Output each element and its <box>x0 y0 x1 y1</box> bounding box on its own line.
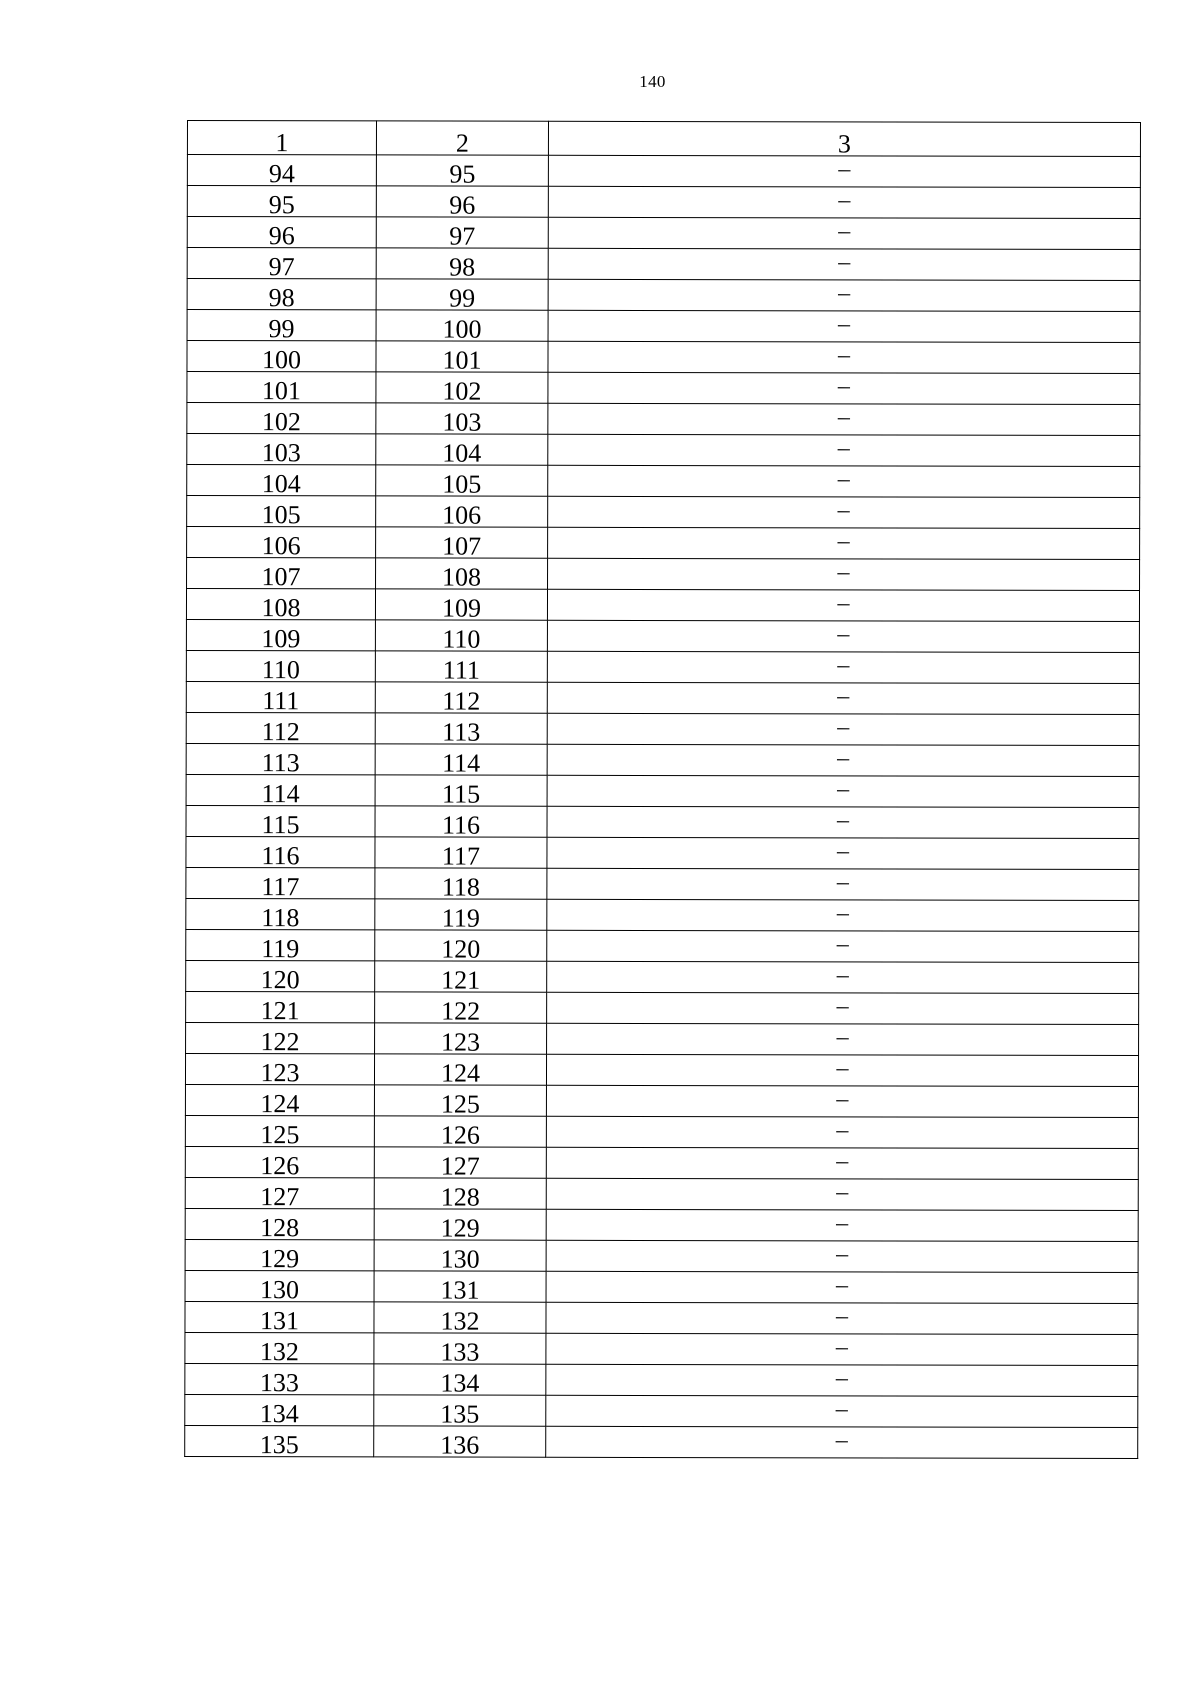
data-table <box>184 120 1141 1459</box>
table-cell-col-1: 117 <box>186 867 375 898</box>
table-cell-col-2: 121 <box>375 961 547 992</box>
table-cell-col-1: 119 <box>186 929 375 960</box>
table-cell-col-3: – <box>548 341 1140 373</box>
table-row <box>186 619 1139 652</box>
table-row <box>185 1425 1138 1458</box>
table-row <box>185 1301 1138 1334</box>
table-cell-col-3: – <box>547 930 1139 962</box>
table-cell-col-1: 130 <box>185 1270 374 1301</box>
table-row <box>185 1115 1138 1148</box>
table-cell-col-3: – <box>547 620 1139 652</box>
table-cell-col-2: 95 <box>376 155 548 186</box>
table-cell-col-1: 95 <box>187 186 376 217</box>
table-cell-col-3: – <box>547 713 1139 745</box>
table-cell-col-3: – <box>547 682 1139 714</box>
table-cell-col-2: 128 <box>374 1178 546 1209</box>
table-cell-col-2: 108 <box>376 558 548 589</box>
table-row <box>185 1208 1138 1241</box>
table-cell-col-3: – <box>547 744 1139 776</box>
table-cell-col-3: – <box>547 1023 1139 1055</box>
table-cell-col-2: 105 <box>376 465 548 496</box>
table-row <box>185 1332 1138 1365</box>
table-header-row <box>187 121 1140 157</box>
table-cell-col-3: – <box>546 1271 1138 1303</box>
table-row <box>186 1022 1139 1055</box>
table-row <box>187 372 1140 405</box>
table-cell-col-1: 133 <box>185 1363 374 1394</box>
header-cell-col-1: 1 <box>187 121 376 155</box>
table-cell-col-2: 100 <box>376 310 548 341</box>
table-row <box>185 1177 1138 1210</box>
table-row <box>187 496 1140 529</box>
table-cell-col-2: 101 <box>376 341 548 372</box>
table-cell-col-3: – <box>547 589 1139 621</box>
table-cell-col-2: 112 <box>375 682 547 713</box>
table-cell-col-2: 98 <box>376 248 548 279</box>
table-cell-col-3: – <box>546 1364 1138 1396</box>
table-row <box>186 929 1139 962</box>
page-number: 140 <box>639 72 666 91</box>
table-cell-col-2: 134 <box>374 1364 546 1395</box>
table-cell-col-2: 106 <box>376 496 548 527</box>
table-row <box>187 403 1140 436</box>
table-cell-col-1: 115 <box>186 805 375 836</box>
table-cell-col-3: – <box>546 1302 1138 1334</box>
table-row <box>185 1146 1138 1179</box>
table-cell-col-2: 114 <box>375 744 547 775</box>
table-row <box>187 341 1140 374</box>
table-cell-col-3: – <box>548 372 1140 404</box>
table-cell-col-1: 108 <box>186 589 375 620</box>
table-cell-col-1: 121 <box>186 991 375 1022</box>
table-cell-col-1: 122 <box>186 1022 375 1053</box>
table-cell-col-3: – <box>546 1178 1138 1210</box>
table-cell-col-2: 109 <box>375 589 547 620</box>
table-cell-col-1: 110 <box>186 650 375 681</box>
table-cell-col-2: 129 <box>374 1209 546 1240</box>
table-cell-col-1: 102 <box>187 403 376 434</box>
table-row <box>187 527 1140 560</box>
table-cell-col-3: – <box>548 434 1140 466</box>
table-cell-col-1: 114 <box>186 774 375 805</box>
table-cell-col-1: 104 <box>187 465 376 496</box>
table-cell-col-2: 120 <box>375 930 547 961</box>
table-cell-col-1: 131 <box>185 1301 374 1332</box>
table-cell-col-1: 107 <box>187 558 376 589</box>
table-row <box>186 836 1139 869</box>
table-cell-col-3: – <box>548 496 1140 528</box>
table-row <box>185 1053 1138 1086</box>
table-cell-col-2: 131 <box>374 1271 546 1302</box>
table-cell-col-1: 116 <box>186 836 375 867</box>
table-cell-col-3: – <box>546 1116 1138 1148</box>
table-row <box>187 279 1140 312</box>
table-cell-col-2: 126 <box>374 1116 546 1147</box>
table-cell-col-1: 135 <box>185 1425 374 1456</box>
table-row <box>187 248 1140 281</box>
table-row <box>185 1394 1138 1427</box>
table-cell-col-2: 96 <box>376 186 548 217</box>
table-cell-col-3: – <box>546 1209 1138 1241</box>
table-cell-col-2: 130 <box>374 1240 546 1271</box>
table-cell-col-1: 120 <box>186 960 375 991</box>
table-cell-col-3: – <box>546 1333 1138 1365</box>
table-cell-col-2: 115 <box>375 775 547 806</box>
table-cell-col-3: – <box>548 186 1140 218</box>
table-cell-col-1: 123 <box>185 1053 374 1084</box>
table-cell-col-3: – <box>546 1395 1138 1427</box>
table-row <box>186 589 1139 622</box>
table-cell-col-3: – <box>547 961 1139 993</box>
table-row <box>187 558 1140 591</box>
table-cell-col-1: 111 <box>186 681 375 712</box>
table-cell-col-1: 127 <box>185 1177 374 1208</box>
table-cell-col-1: 125 <box>185 1115 374 1146</box>
table-cell-col-3: – <box>548 310 1140 342</box>
table-cell-col-2: 118 <box>375 868 547 899</box>
table-row <box>185 1363 1138 1396</box>
table-row <box>186 991 1139 1024</box>
table-cell-col-2: 132 <box>374 1302 546 1333</box>
table-cell-col-1: 101 <box>187 372 376 403</box>
table-cell-col-2: 127 <box>374 1147 546 1178</box>
table-row <box>187 465 1140 498</box>
table-row <box>186 650 1139 683</box>
table-cell-col-1: 103 <box>187 434 376 465</box>
table-row <box>187 434 1140 467</box>
table-cell-col-3: – <box>547 775 1139 807</box>
table-cell-col-2: 110 <box>375 620 547 651</box>
table-cell-col-3: – <box>548 217 1140 249</box>
table-cell-col-3: – <box>548 403 1140 435</box>
table-cell-col-1: 126 <box>185 1146 374 1177</box>
table-cell-col-3: – <box>546 1240 1138 1272</box>
table-row <box>186 712 1139 745</box>
table-cell-col-2: 119 <box>375 899 547 930</box>
table-cell-col-1: 99 <box>187 310 376 341</box>
table-cell-col-3: – <box>548 527 1140 559</box>
table-cell-col-3: – <box>546 1147 1138 1179</box>
table-cell-col-1: 98 <box>187 279 376 310</box>
header-cell-col-3: 3 <box>548 121 1140 156</box>
table-cell-col-1: 134 <box>185 1394 374 1425</box>
table-row <box>186 867 1139 900</box>
table-cell-col-3: – <box>546 1426 1138 1458</box>
table-cell-col-1: 97 <box>187 248 376 279</box>
table-cell-col-3: – <box>547 868 1139 900</box>
table-row <box>186 743 1139 776</box>
table-cell-col-2: 113 <box>375 713 547 744</box>
table-cell-col-3: – <box>547 992 1139 1024</box>
table-row <box>187 217 1140 250</box>
table-row <box>186 898 1139 931</box>
table-cell-col-2: 116 <box>375 806 547 837</box>
table-row <box>187 310 1140 343</box>
table-cell-col-2: 124 <box>374 1054 546 1085</box>
table-cell-col-1: 124 <box>185 1084 374 1115</box>
table-cell-col-3: – <box>548 465 1140 497</box>
table-cell-col-1: 109 <box>186 619 375 650</box>
table-row <box>186 805 1139 838</box>
table-cell-col-1: 105 <box>187 496 376 527</box>
table-cell-col-2: 107 <box>376 527 548 558</box>
table-cell-col-2: 102 <box>376 372 548 403</box>
table-cell-col-2: 133 <box>374 1333 546 1364</box>
table-cell-col-2: 99 <box>376 279 548 310</box>
table-body <box>185 121 1141 1459</box>
table-cell-col-2: 111 <box>375 651 547 682</box>
table-row <box>185 1270 1138 1303</box>
table-cell-col-1: 112 <box>186 712 375 743</box>
table-cell-col-3: – <box>548 248 1140 280</box>
table-row <box>186 681 1139 714</box>
table-cell-col-1: 118 <box>186 898 375 929</box>
table-cell-col-1: 100 <box>187 341 376 372</box>
table-cell-col-3: – <box>548 558 1140 590</box>
table-cell-col-3: – <box>546 1085 1138 1117</box>
table-cell-col-2: 104 <box>376 434 548 465</box>
table-row <box>185 1084 1138 1117</box>
table-cell-col-2: 135 <box>374 1395 546 1426</box>
table-cell-col-2: 103 <box>376 403 548 434</box>
table-cell-col-3: – <box>547 899 1139 931</box>
table-cell-col-3: – <box>547 651 1139 683</box>
table-cell-col-2: 122 <box>375 992 547 1023</box>
table-cell-col-3: – <box>546 1054 1138 1086</box>
table-cell-col-1: 132 <box>185 1332 374 1363</box>
table-row <box>185 1239 1138 1272</box>
header-cell-col-2: 2 <box>376 121 548 155</box>
table-cell-col-3: – <box>547 806 1139 838</box>
table-cell-col-3: – <box>548 155 1140 187</box>
table-row <box>186 774 1139 807</box>
table-row <box>187 155 1140 188</box>
table-cell-col-1: 128 <box>185 1208 374 1239</box>
table-cell-col-1: 113 <box>186 743 375 774</box>
table-cell-col-3: – <box>547 837 1139 869</box>
table-cell-col-1: 129 <box>185 1239 374 1270</box>
table-cell-col-2: 136 <box>374 1426 546 1457</box>
table-cell-col-2: 123 <box>375 1023 547 1054</box>
table-cell-col-1: 94 <box>187 155 376 186</box>
table-cell-col-2: 125 <box>374 1085 546 1116</box>
table-row <box>187 186 1140 219</box>
table-cell-col-2: 117 <box>375 837 547 868</box>
table-cell-col-1: 106 <box>187 527 376 558</box>
table-cell-col-2: 97 <box>376 217 548 248</box>
table-cell-col-3: – <box>548 279 1140 311</box>
table-cell-col-1: 96 <box>187 217 376 248</box>
table-row <box>186 960 1139 993</box>
